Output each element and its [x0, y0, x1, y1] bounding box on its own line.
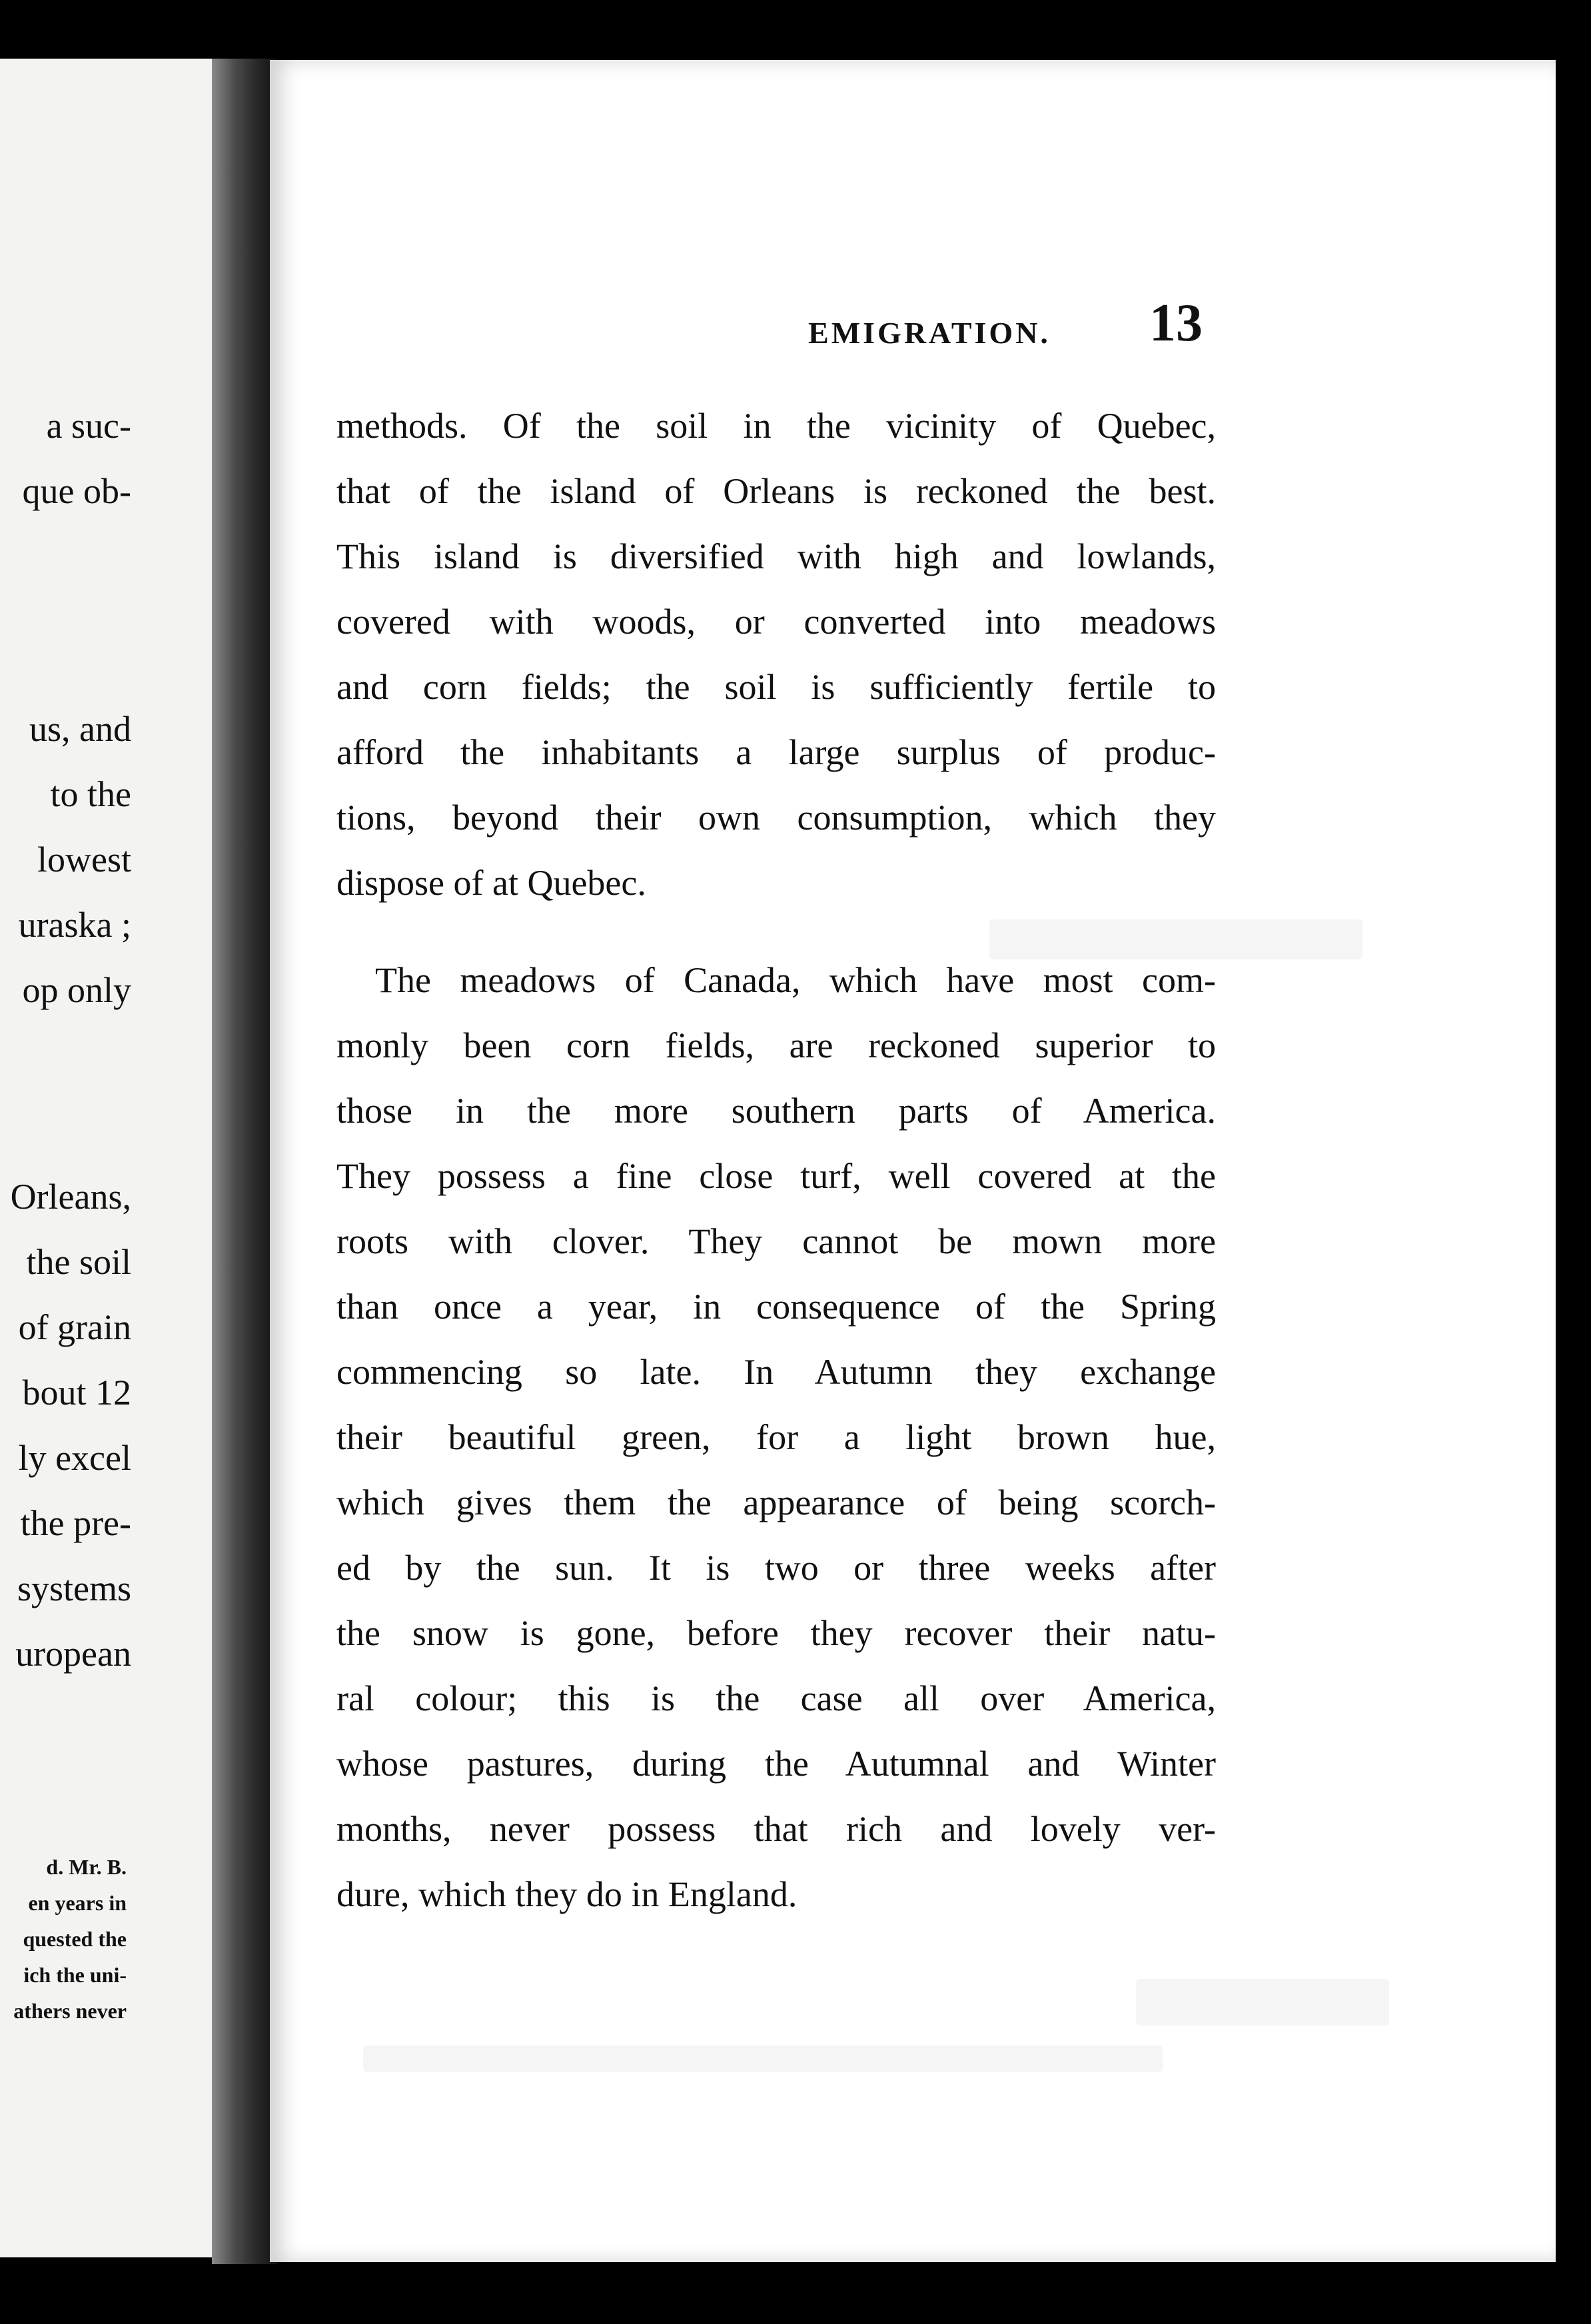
- bleed-through-mark: [1136, 1979, 1389, 2026]
- text-line: those in the more southern parts of America.: [336, 1091, 1216, 1131]
- previous-page-fragment: [0, 59, 227, 2257]
- left-page-line: uraska ;: [18, 905, 131, 945]
- page-number: 13: [1149, 294, 1203, 352]
- body-text: [336, 393, 1216, 1927]
- left-page-footnote-line: d. Mr. B.: [46, 1855, 127, 1879]
- text-line: than once a year, in consequence of the Spring: [336, 1287, 1216, 1327]
- text-line: tions, beyond their own consumption, which they: [336, 798, 1216, 838]
- left-page-footnote-line: en years in: [28, 1891, 127, 1915]
- text-line: dispose of at Quebec.: [336, 863, 646, 903]
- left-page-line: lowest: [37, 840, 131, 879]
- left-page-line: the soil: [26, 1242, 131, 1282]
- left-page-footnote-line: athers never: [13, 1999, 127, 2023]
- text-line: monly been corn fields, are reckoned superior to: [336, 1025, 1216, 1065]
- book-page: [270, 60, 1556, 2262]
- text-line: dure, which they do in England.: [336, 1874, 797, 1914]
- paragraph: [336, 947, 1216, 1927]
- text-line: commencing so late. In Autumn they exchange: [336, 1352, 1216, 1392]
- text-line: ral colour; this is the case all over America,: [336, 1678, 1216, 1718]
- text-line: whose pastures, during the Autumnal and Winter: [336, 1744, 1216, 1784]
- text-line: their beautiful green, for a light brown hue,: [336, 1417, 1216, 1457]
- left-page-line: a suc-: [46, 406, 131, 446]
- left-page-line: of grain: [18, 1307, 131, 1347]
- left-page-line: to the: [50, 774, 131, 814]
- text-line: ed by the sun. It is two or three weeks after: [336, 1548, 1216, 1588]
- text-line: methods. Of the soil in the vicinity of Quebec,: [336, 406, 1216, 446]
- text-line: and corn fields; the soil is sufficiently fertile to: [336, 667, 1216, 707]
- text-line: the snow is gone, before they recover their natu-: [336, 1613, 1216, 1653]
- left-page-line: uropean: [15, 1634, 131, 1674]
- left-page-footnote-line: ich the uni-: [23, 1963, 127, 1987]
- text-line: which gives them the appearance of being scorch-: [336, 1482, 1216, 1522]
- running-head: EMIGRATION.: [808, 316, 1051, 350]
- left-page-footnote-line: quested the: [23, 1927, 127, 1951]
- left-page-line: the pre-: [20, 1503, 131, 1543]
- bleed-through-mark: [363, 2045, 1163, 2072]
- text-line: The meadows of Canada, which have most com-: [375, 960, 1216, 1000]
- text-line: afford the inhabitants a large surplus of produc-: [336, 732, 1216, 772]
- left-page-line: systems: [17, 1568, 131, 1608]
- left-page-line: us, and: [29, 709, 131, 749]
- paragraph-gap: [336, 915, 1216, 947]
- paragraph: [336, 393, 1216, 915]
- text-line: They possess a fine close turf, well covered at the: [336, 1156, 1216, 1196]
- left-page-line: bout 12: [22, 1373, 131, 1413]
- left-page-line: que ob-: [22, 471, 131, 511]
- text-line: months, never possess that rich and lovely ver-: [336, 1809, 1216, 1849]
- text-line: that of the island of Orleans is reckoned the best.: [336, 471, 1216, 511]
- text-line: covered with woods, or converted into meadows: [336, 602, 1216, 642]
- book-gutter-shadow: [212, 59, 278, 2264]
- left-page-line: Orleans,: [10, 1177, 131, 1217]
- left-page-line: op only: [22, 970, 131, 1010]
- text-line: This island is diversified with high and lowlands,: [336, 536, 1216, 576]
- text-line: roots with clover. They cannot be mown more: [336, 1221, 1216, 1261]
- left-page-line: ly excel: [18, 1438, 131, 1478]
